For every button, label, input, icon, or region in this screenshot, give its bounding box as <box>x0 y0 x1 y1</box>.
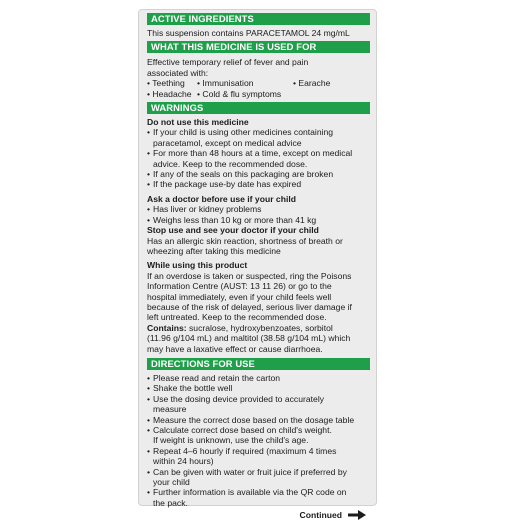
contains-label: Contains: <box>147 322 187 333</box>
warnings-header: WARNINGS <box>147 102 370 114</box>
arrow-right-icon <box>348 510 366 520</box>
leaflet-panel <box>138 9 377 521</box>
list-item: • If your child is using other medicines containing paracetamol, except on medical advice <box>147 127 370 148</box>
continued-indicator <box>147 510 370 520</box>
directions-list <box>147 373 370 508</box>
list-item: • Calculate correct dose based on child's weight. If weight is unknown, use the child's age. <box>147 425 370 446</box>
while-using-title: While using this product <box>147 260 248 271</box>
ask-doctor-list <box>147 204 370 225</box>
list-item: • For more than 48 hours at a time, except on medical advice. Keep to the recommended dose. <box>147 148 370 169</box>
list-item: • Earache <box>293 78 331 89</box>
list-item: • If the package use-by date has expired <box>147 179 370 189</box>
active-ingredients-header: ACTIVE INGREDIENTS <box>147 13 370 25</box>
list-item: • Headache <box>147 88 192 99</box>
list-item: • Cold & flu symptoms <box>197 88 282 99</box>
list-item: • Teething <box>147 78 185 89</box>
used-for-header: WHAT THIS MEDICINE IS USED FOR <box>147 41 370 53</box>
stop-use-text: Has an allergic skin reaction, shortness of breath or wheezing after taking this medicine <box>147 235 343 256</box>
directions-header: DIRECTIONS FOR USE <box>147 358 370 370</box>
ask-doctor-title: Ask a doctor before use if your child <box>147 193 296 204</box>
list-item: • Weighs less than 10 kg or more than 41 kg <box>147 215 370 225</box>
list-item: • Repeat 4–6 hourly if required (maximum 4 times within 24 hours) <box>147 446 370 467</box>
list-item: • Immunisation <box>197 78 254 89</box>
list-item: • Shake the bottle well <box>147 383 370 393</box>
list-item: • Has liver or kidney problems <box>147 204 370 214</box>
list-item: • Further information is available via the QR code on the pack. <box>147 487 370 508</box>
list-item: • Use the dosing device provided to accurately measure <box>147 394 370 415</box>
used-for-list <box>147 78 370 99</box>
used-for-intro: Effective temporary relief of fever and pain associated with: <box>147 57 309 78</box>
do-not-use-title: Do not use this medicine <box>147 117 249 128</box>
active-ingredients-text: This suspension contains PARACETAMOL 24 mg/mL <box>147 28 350 38</box>
while-using-text: If an overdose is taken or suspected, ring the Poisons Information Centre (AUST: 13 11 26) or go to the hospital immediately, even if your child feels well because of the risk of delayed, serious liver damage if left untreated. Keep to the recommended dose. <box>147 270 352 323</box>
continued-label: Continued <box>299 510 342 521</box>
stop-use-title: Stop use and see your doctor if your child <box>147 225 319 236</box>
do-not-use-list <box>147 127 370 189</box>
list-item: • Please read and retain the carton <box>147 373 370 383</box>
list-item: • Measure the correct dose based on the dosage table <box>147 415 370 425</box>
list-item: • Can be given with water or fruit juice if preferred by your child <box>147 467 370 488</box>
list-item: • If any of the seals on this packaging are broken <box>147 169 370 179</box>
contains-text: Contains: sucralose, hydroxybenzoates, sorbitol (11.96 g/104 mL) and maltitol (38.58 g/104 mL) which may have a laxative effect or cause diarrhoea. <box>147 322 351 354</box>
